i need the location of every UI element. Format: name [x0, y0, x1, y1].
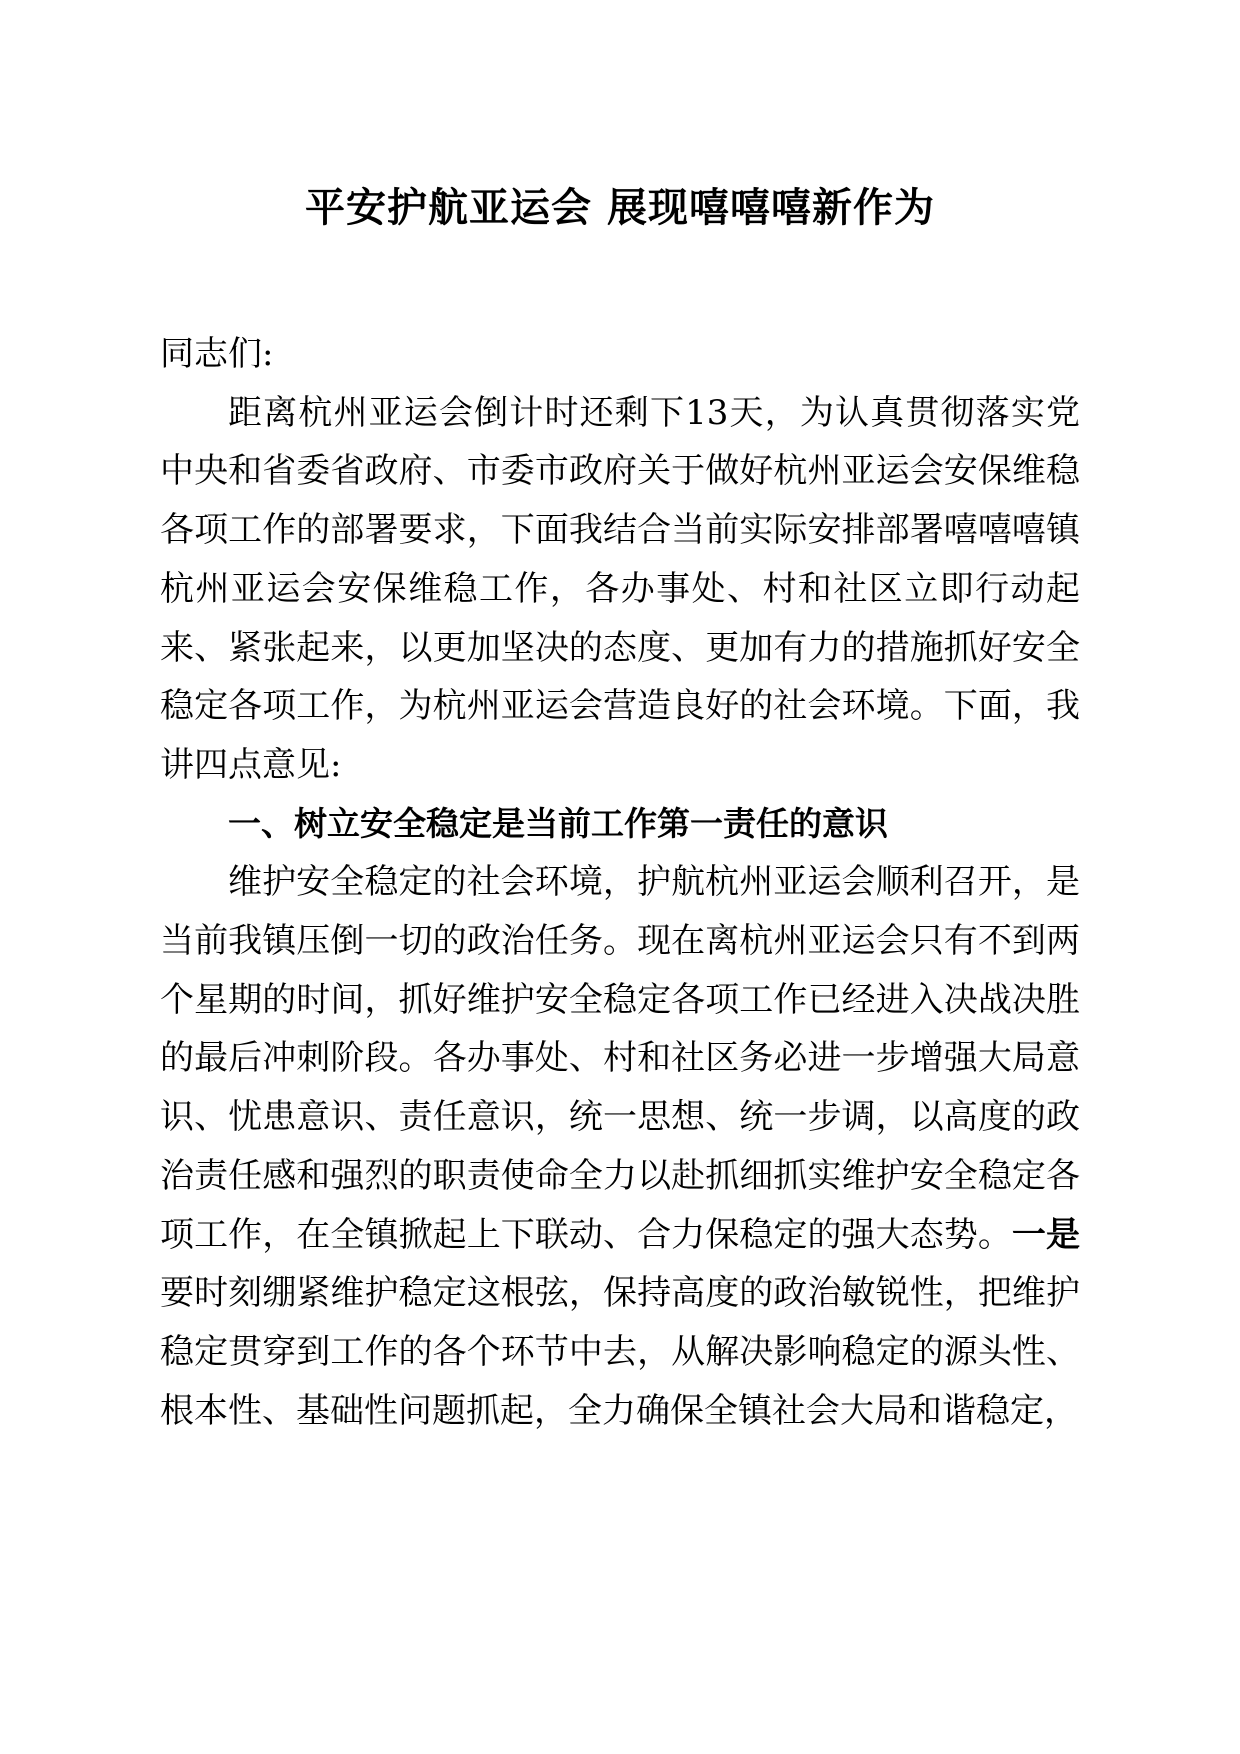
- document-body: [160, 325, 1080, 1440]
- intro-paragraph: 距离杭州亚运会倒计时还剩下13天，为认真贯彻落实党中央和省委省政府、市委市政府关于做好杭州亚运会安保维稳各项工作的部署要求，下面我结合当前实际安排部署嘻嘻嘻镇杭州亚运会安保维稳工作，各办事处、村和社区立即行动起来、紧张起来，以更加坚决的态度、更加有力的措施抓好安全稳定各项工作，为杭州亚运会营造良好的社会环境。下面，我讲四点意见:: [160, 392, 1080, 785]
- section-1-paragraph: [160, 853, 1080, 1440]
- section-1-text-part1: 维护安全稳定的社会环境，护航杭州亚运会顺利召开，是当前我镇压倒一切的政治任务。现在离杭州亚运会只有不到两个星期的时间，抓好维护安全稳定各项工作已经进入决战决胜的最后冲刺阶段。各办事处、村和社区务必进一步增强大局意识、忧患意识、责任意识，统一思想、统一步调，以高度的政治责任感和强烈的职责使命全力以赴抓细抓实维护安全稳定各项工作，在全镇掀起上下联动、合力保稳定的强大态势。: [160, 862, 1080, 1255]
- document-title: 平安护航亚运会 展现嘻嘻嘻新作为: [305, 185, 935, 231]
- salutation: 同志们:: [160, 334, 274, 374]
- section-heading-1: 一、树立安全稳定是当前工作第一责任的意识: [228, 803, 888, 843]
- emphasis-first-point: 一是: [1011, 1214, 1080, 1255]
- section-1-text-part2: 要时刻绷紧维护稳定这根弦，保持高度的政治敏锐性，把维护稳定贯穿到工作的各个环节中去，从解决影响稳定的源头性、根本性、基础性问题抓起，全力确保全镇社会大局和谐稳定，: [160, 1273, 1080, 1431]
